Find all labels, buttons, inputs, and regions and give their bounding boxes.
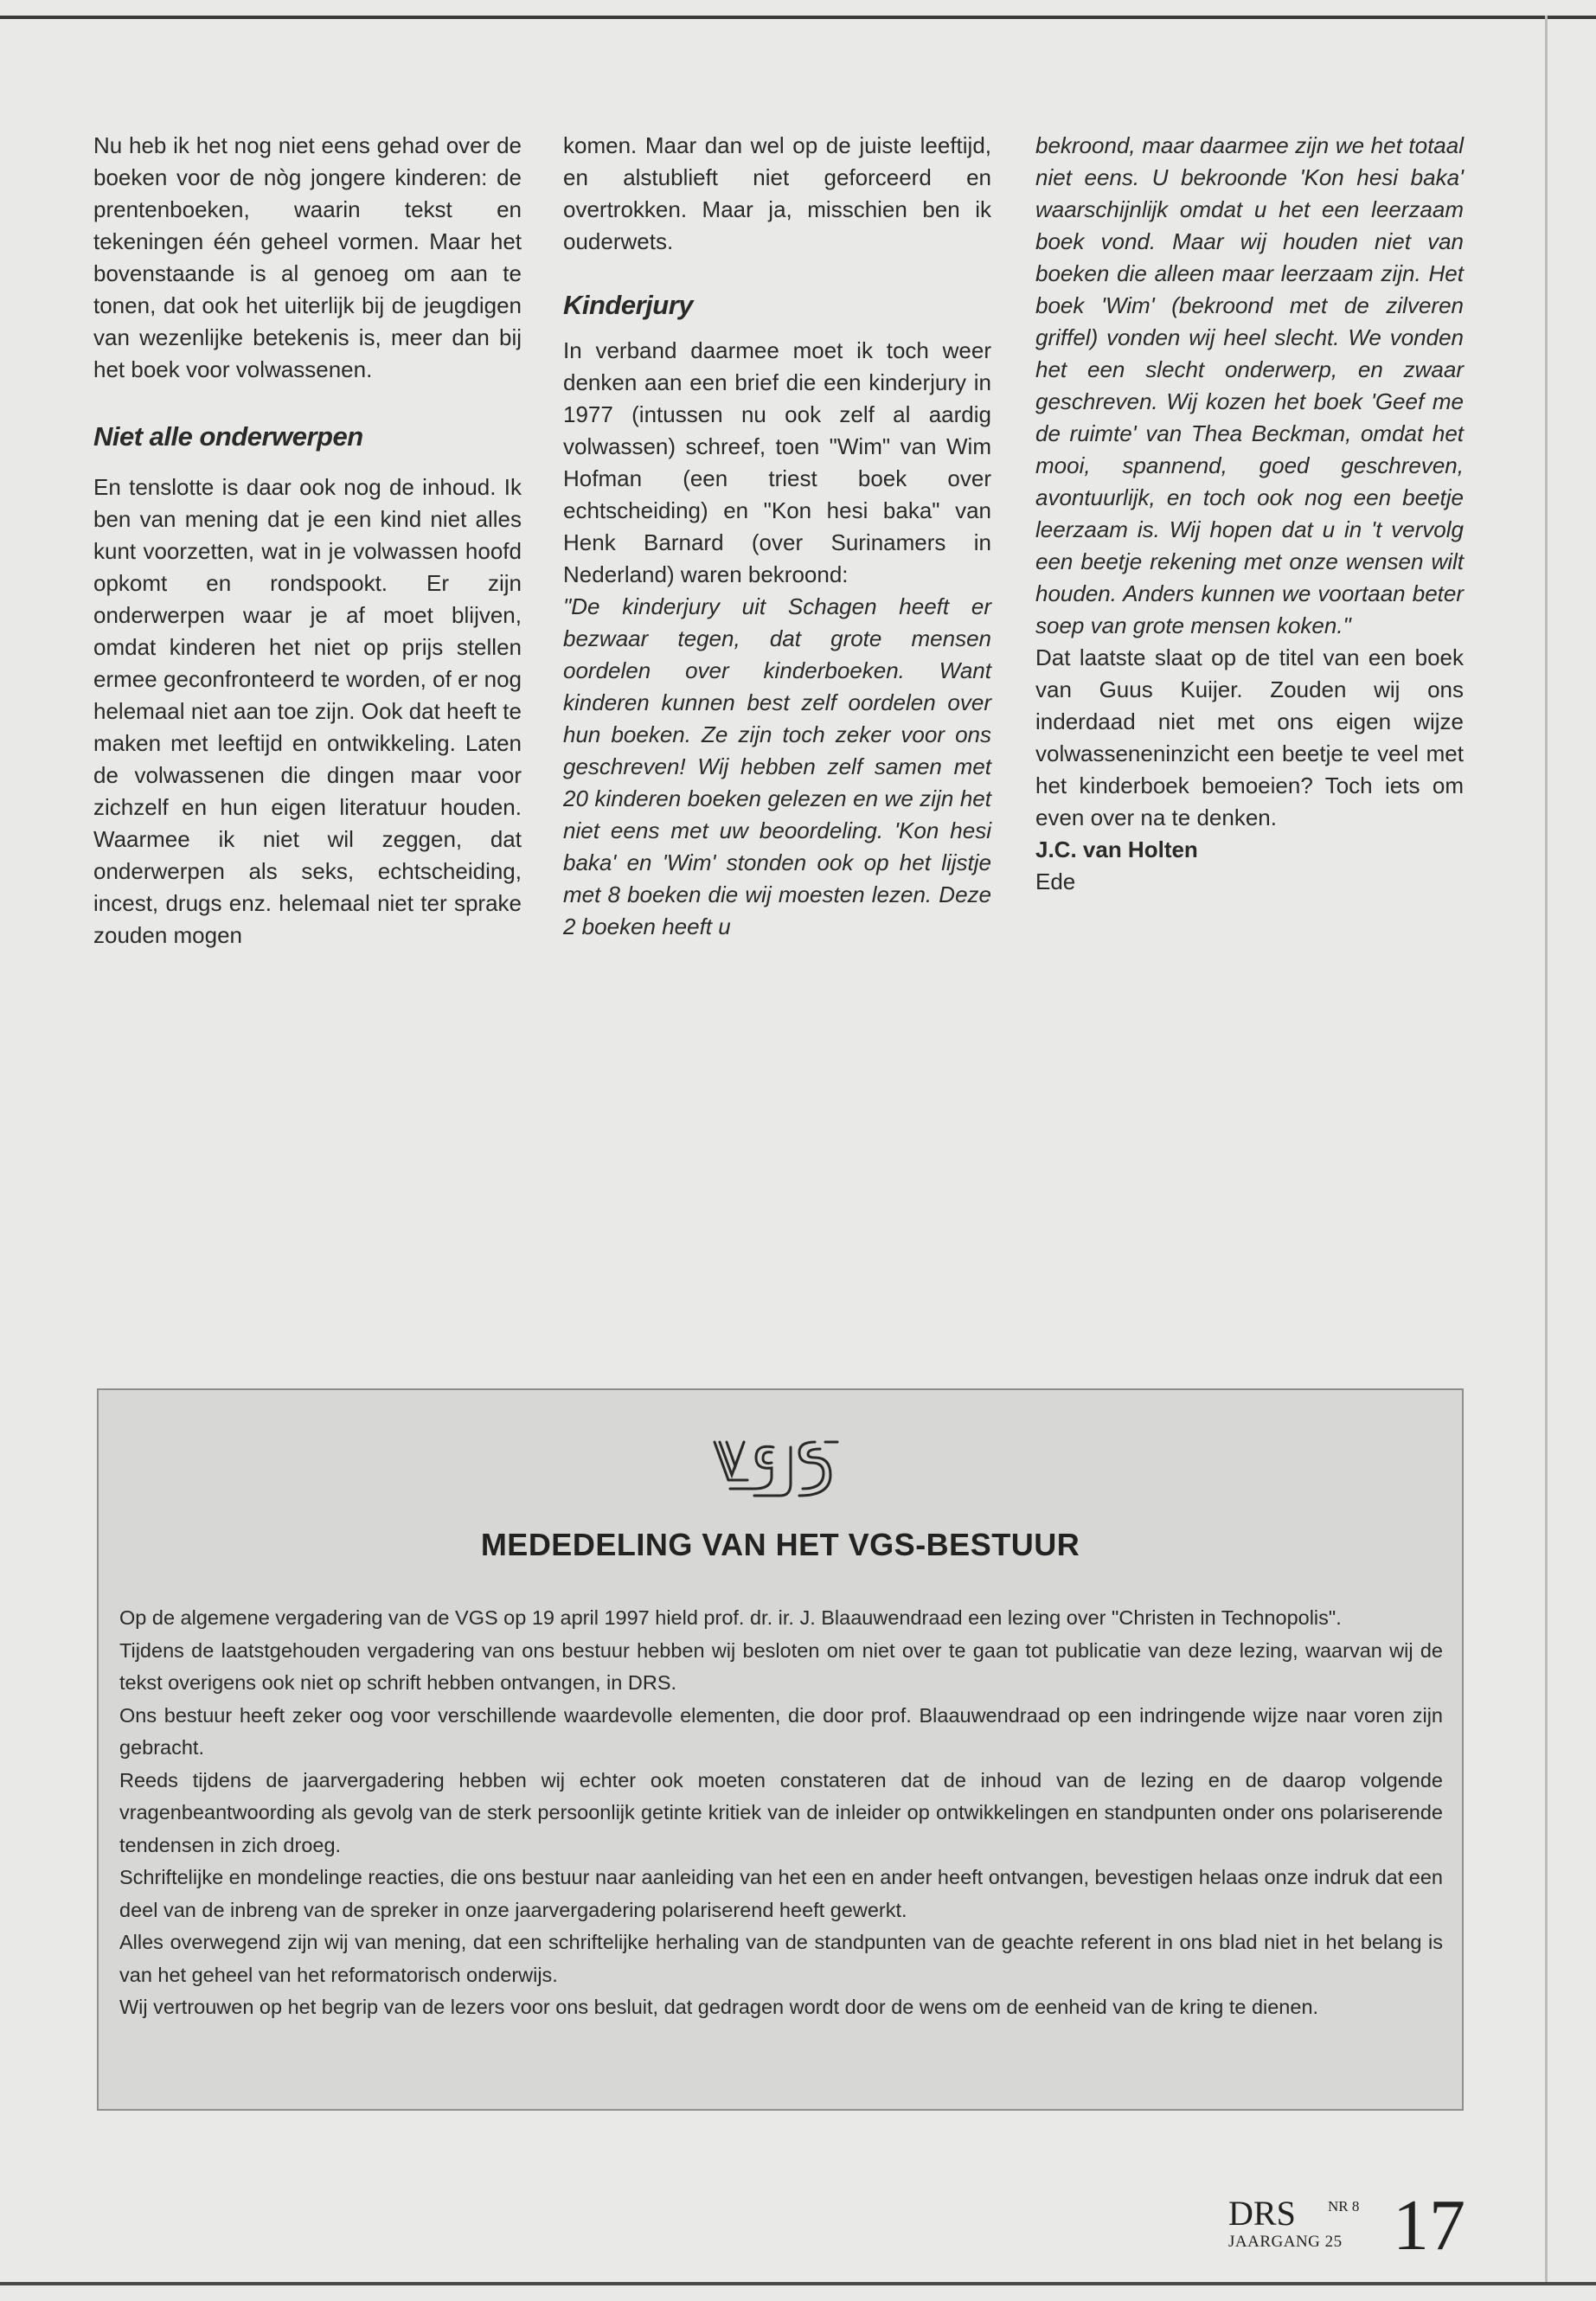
paragraph: En tenslotte is daar ook nog de inhoud. Ik ben van mening dat je een kind niet alles kunt voorzetten, wat in je volwassen hoofd opkomt en rondspookt. Er zijn onderwerpen waar je af moet blijven, omdat kinderen het niet op prijs stellen ermee geconfronteerd te worden, of er nog helemaal niet aan toe zijn. Ook dat heeft te maken met leeftijd en ontwikkeling. Laten de volwassenen die dingen maar voor zichzelf en hun eigen literatuur houden. Waarmee ik niet wil zeggen, dat onderwerpen als seks, echtscheiding, incest, drugs enz. helemaal niet ter sprake zouden mogen (93, 474, 522, 948)
author-name: J.C. van Holten (1035, 836, 1198, 862)
vgs-notice-box (97, 1388, 1464, 2111)
paragraph: In verband daarmee moet ik toch weer denken aan een brief die een kinderjury in 1977 (intussen nu ook zelf al aardig volwassen) schreef, toen "Wim" van Wim Hofman (een triest boek over echtscheiding) en "Kon hesi baka" van Henk Barnard (over Surinamers in Nederland) waren bekroond: (563, 337, 991, 587)
section-heading: Niet alle onderwerpen (93, 421, 363, 452)
page-number: 17 (1393, 2185, 1465, 2266)
notice-paragraph: Ons bestuur heeft zeker oog voor verschillende waardevolle elementen, die door prof. Blaauwendraad op een indringende wijze naar voren zijn gebracht. (119, 1703, 1443, 1759)
issue-number: NR 8 (1328, 2198, 1360, 2214)
notice-title: MEDEDELING VAN HET VGS-BESTUUR (480, 1527, 1080, 1562)
notice-paragraph: Tijdens de laatstgehouden vergadering van ons bestuur hebben wij besloten om niet over te gaan tot publicatie van deze lezing, waarvan wij de tekst overigens ook niet op schrift hebben ontvangen, in DRS. (119, 1638, 1443, 1694)
notice-paragraph: Alles overwegend zijn wij van mening, dat een schriftelijke herhaling van de standpunten van de geachte referent in ons blad niet in het belang is van het geheel van het reformatorisch onderwijs. (119, 1931, 1443, 1986)
article-column-1 (93, 130, 522, 952)
quote-paragraph: "De kinderjury uit Schagen heeft er bezwaar tegen, dat grote mensen oordelen over kinderboeken. Want kinderen kunnen best zelf oordelen over hun boeken. Ze zijn toch zeker voor ons geschreven! Wij hebben zelf samen met 20 kinderen boeken gelezen en we zijn het niet eens met uw beoordeling. 'Kon hesi baka' en 'Wim' stonden ook op het lijstje met 8 boeken die wij moesten lezen. Deze 2 boeken heeft u (563, 593, 991, 939)
paragraph: komen. Maar dan wel op de juiste leeftijd, en alstublieft niet geforceerd en overtrokken. Maar ja, misschien ben ik ouderwets. (563, 132, 991, 254)
notice-paragraph: Reeds tijdens de jaarvergadering hebben wij echter ook moeten constateren dat de inhoud van de lezing en de daarop volgende vragenbeantwoording als gevolg van de sterk persoonlijk getinte kritiek van de inleider op ontwikkelingen en standpunten onder ons polariserende tendensen in zich droeg. (119, 1768, 1443, 1856)
article-column-2 (563, 130, 991, 943)
notice-body (119, 1602, 1443, 2024)
page-edge-top (0, 16, 1596, 19)
paragraph: Dat laatste slaat op de titel van een boek van Guus Kuijer. Zouden wij ons inderdaad niet met ons eigen wijze volwasseneninzicht een beetje te veel met het kinderboek bemoeien? Toch iets om even over na te denken. (1035, 644, 1464, 830)
paragraph: Nu heb ik het nog niet eens gehad over de boeken voor de nòg jongere kinderen: de prentenboeken, waarin tekst en tekeningen één geheel vormen. Maar het bovenstaande is al genoeg om aan te tonen, dat ook het uiterlijk bij de jeugdigen van wezenlijke betekenis is, meer dan bij het boek voor volwassenen. (93, 132, 522, 382)
vgs-logo (713, 1426, 843, 1504)
notice-paragraph: Wij vertrouwen op het begrip van de lezers voor ons besluit, dat gedragen wordt door de wens om de eenheid van de kring te dienen. (119, 1996, 1319, 2018)
author-place: Ede (1035, 868, 1076, 894)
quote-paragraph: bekroond, maar daarmee zijn we het totaal niet eens. U bekroonde 'Kon hesi baka' waarschijnlijk omdat u het een leerzaam boek vond. Maar wij houden niet van boeken die alleen maar leerzaam zijn. Het boek 'Wim' (bekroond met de zilveren griffel) vonden wij heel slecht. We vonden het een slecht onderwerp, en zwaar geschreven. Wij kozen het boek 'Geef me de ruimte' van Thea Beckman, omdat het mooi, spannend, goed geschreven, avontuurlijk, en toch ook nog een beetje leerzaam is. Wij hopen dat u in 't vervolg een beetje rekening met onze wensen wilt houden. Anders kunnen we voortaan beter soep van grote mensen koken." (1035, 132, 1464, 638)
magazine-name: DRS (1228, 2194, 1296, 2233)
page-edge-right (1545, 16, 1548, 2285)
notice-paragraph: Schriftelijke en mondelinge reacties, die ons bestuur naar aanleiding van het een en ander heeft ontvangen, bevestigen helaas onze indruk dat een deel van de inbreng van de spreker in onze jaarvergadering polariserend heeft gewerkt. (119, 1866, 1443, 1921)
article-column-3 (1035, 130, 1464, 898)
page-edge-bottom (0, 2282, 1596, 2285)
section-heading: Kinderjury (563, 290, 694, 320)
notice-paragraph: Op de algemene vergadering van de VGS op 19 april 1997 hield prof. dr. ir. J. Blaauwendraad een lezing over "Christen in Technopolis". (119, 1606, 1342, 1629)
volume-label: JAARGANG 25 (1228, 2233, 1343, 2251)
page-footer (1228, 2185, 1488, 2271)
